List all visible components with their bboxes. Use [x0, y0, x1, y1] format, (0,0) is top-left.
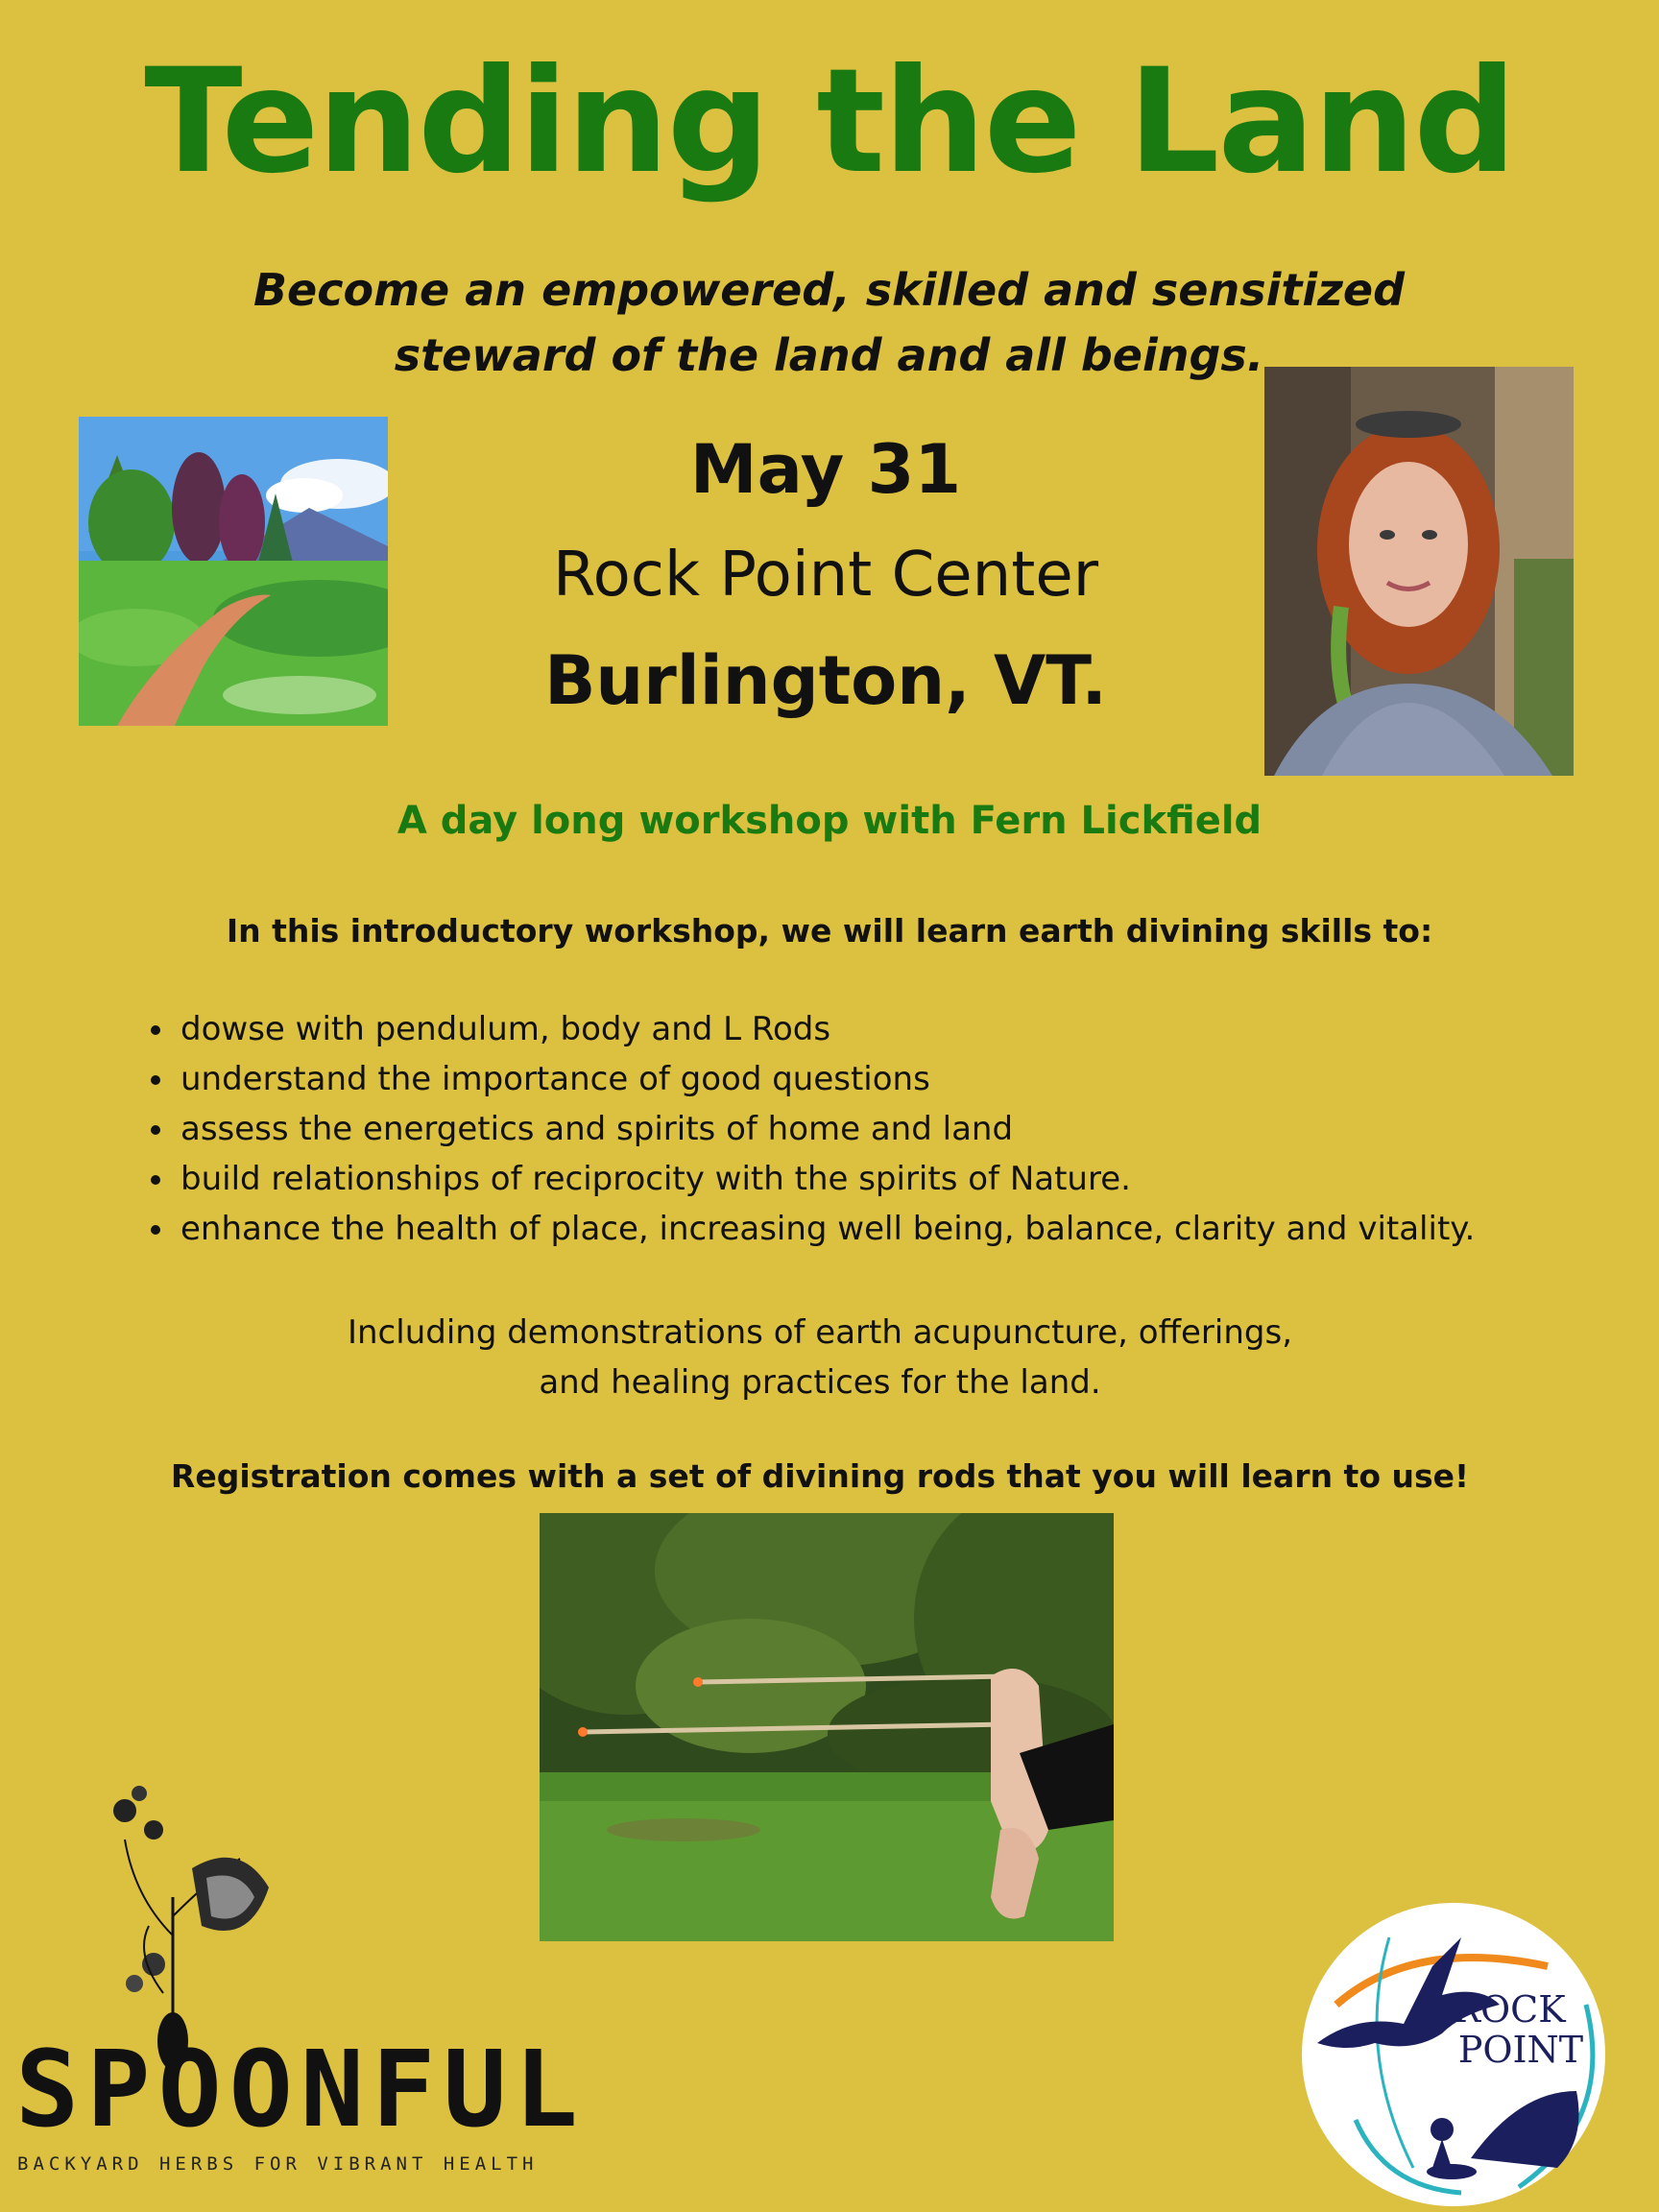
poster-title: Tending the Land: [144, 38, 1515, 205]
workshop-intro: In this introductory workshop, we will learn earth divining skills to:: [226, 912, 1433, 950]
event-venue: Rock Point Center: [553, 540, 1098, 611]
registration-note: Registration comes with a set of divining rods that you will learn to use!: [170, 1457, 1470, 1495]
spoonful-logo-wordmark: SPOONFUL: [15, 2028, 586, 2151]
list-item: • assess the energetics and spirits of home and land: [177, 1104, 1475, 1154]
skills-list: [144, 1004, 1475, 1254]
instructor-portrait-photo: [1264, 367, 1574, 776]
rock-point-logo-line2: POINT: [1457, 2029, 1584, 2071]
spoonful-logo-tagline: BACKYARD HERBS FOR VIBRANT HEALTH: [17, 2153, 539, 2175]
list-item: • understand the importance of good questions: [177, 1054, 1475, 1104]
list-item: • enhance the health of place, increasing well being, balance, clarity and vitality.: [177, 1204, 1475, 1254]
spoonful-flower-illustration: [96, 1782, 278, 2070]
list-item: • dowse with pendulum, body and L Rods: [177, 1004, 1475, 1054]
subtitle-line-1: Become an empowered, skilled and sensitized: [252, 264, 1405, 316]
event-city: Burlington, VT.: [544, 641, 1107, 720]
demo-line-1: Including demonstrations of earth acupuncture, offerings,: [347, 1313, 1293, 1352]
landscape-painting: [79, 417, 388, 726]
list-item: • build relationships of reciprocity with the spirits of Nature.: [177, 1154, 1475, 1204]
workshop-tagline: A day long workshop with Fern Lickfield: [397, 799, 1262, 843]
subtitle-line-2: steward of the land and all beings.: [394, 329, 1264, 381]
rock-point-logo: [1298, 1899, 1609, 2210]
rock-point-logo-line1: ROCK: [1453, 1988, 1566, 2031]
divining-rods-photo: [540, 1513, 1114, 1941]
demo-line-2: and healing practices for the land.: [539, 1363, 1101, 1402]
event-date: May 31: [689, 430, 962, 509]
demonstrations-text: [0, 1308, 1640, 1407]
